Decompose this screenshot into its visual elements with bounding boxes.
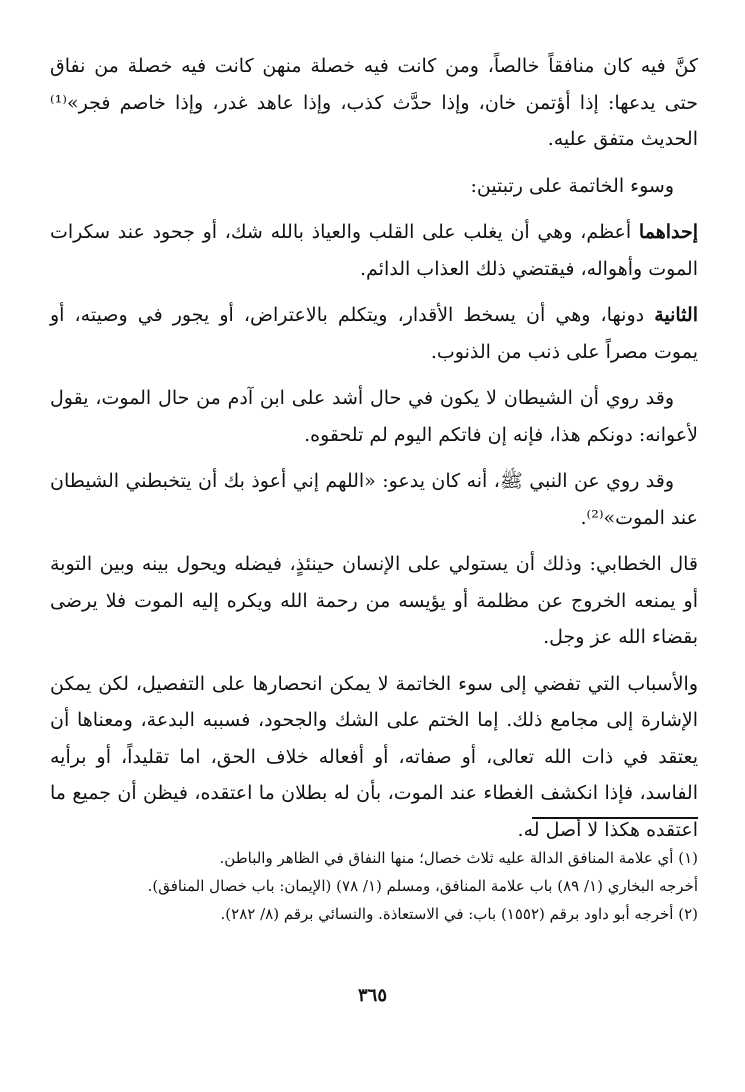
main-text [50,48,698,858]
footnote-divider [532,817,698,819]
paragraph-causes: والأسباب التي تفضي إلى سوء الخاتمة لا يمكن انحصارها على التفصيل، لكن يمكن الإشارة إلى مجامع ذلك. إما الختم على الشك والجحود، فسببه البدعة، ومعناها أن يعتقد في ذات الله تعالى، أو صفاته، أو أفعاله خلاف الحق، اما تقليداً، أو برأيه الفاسد، فإذا انكشف الغطاء عند الموت، بأن له بطلان ما اعتقده، فيظن أن جميع ما اعتقده هكذا لا أصل له. [50,672,698,841]
paragraph-khattabi: قال الخطابي: وذلك أن يستولي على الإنسان حينئذٍ، فيضله ويحول بينه وبين التوبة أو يمنعه الخروج عن مظلمة أو يؤيسه من رحمة الله ويكره إليه الموت فلا يرضى بقضاء الله عز وجل. [50,553,698,648]
footnote-1: (١) أي علامة المنافق الدالة عليه ثلاث خصال؛ منها النفاق في الظاهر والباطن. [219,849,698,867]
footnotes [50,844,698,928]
first-rank-lead: إحداهما [638,221,698,243]
paragraph-two-ranks: وسوء الخاتمة على رتبتين: [470,174,674,197]
second-rank-text: دونها، وهي أن يسخط الأقدار، ويتكلم بالاعتراض، أو يجور في وصيته، أو يموت مصراً على ذنب من الذنوب. [50,304,698,363]
second-rank-lead: الثانية [654,304,698,326]
first-rank-text: أعظم، وهي أن يغلب على القلب والعياذ بالله شك، أو جحود عند سكرات الموت وأهواله، فيقتضي ذلك العذاب الدائم. [50,221,698,280]
footnote-1-source: أخرجه البخاري (١/ ٨٩) باب علامة المنافق، ومسلم (١/ ٧٨) (الإيمان: باب خصال المنافق). [147,877,698,895]
paragraph-prophet-dua: وقد روي عن النبي ﷺ، أنه كان يدعو: «اللهم إني أعوذ بك أن يتخبطني الشيطان عند الموت»⁽²⁾. [50,470,698,529]
footnote-2: (٢) أخرجه أبو داود برقم (١٥٥٢) باب: في الاستعاذة. والنسائي برقم (٨/ ٢٨٢). [220,905,698,923]
paragraph-satan: وقد روي أن الشيطان لا يكون في حال أشد على ابن آدم من حال الموت، يقول لأعوانه: دونكم هذا، فإنه إن فاتكم اليوم لم تلحقوه. [50,387,698,446]
paragraph-first-rank [50,214,698,287]
paragraph-second-rank [50,297,698,370]
page-number: ٣٦٥ [357,985,387,1006]
paragraph-hadith-end: كنَّ فيه كان منافقاً خالصاً، ومن كانت فيه خصلة منهن كانت فيه خصلة من نفاق حتى يدعها: إذا أؤتمن خان، وإذا حدَّث كذب، وإذا عاهد غدر، وإذا خاصم فجر»⁽¹⁾ الحديث متفق عليه. [50,55,698,150]
